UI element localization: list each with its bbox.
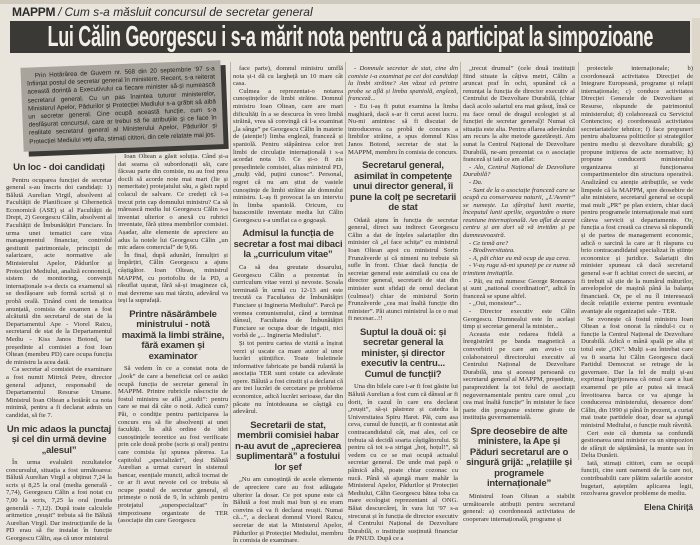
dialogue-line: - Ce temă are?: [469, 239, 509, 247]
page-edge: [692, 18, 700, 465]
dialogue-line: - Păi, eu mă numesc George Romanca și sunt „national coordination”, adică în franceză se spune altfel.: [463, 277, 575, 300]
dialogue-line: - Da.: [469, 178, 483, 186]
dialogue-line: - Director executiv este Călin Georgescu. Dumnealui este în același timp și secretar general la minister...: [463, 308, 575, 331]
paragraph: Ioan Oltean a găsit soluția. Când și-a dat seama că subordonații săi, care făceau parte din comisie, nu au fost prea docili să acorde note mai mari (lie și nemeritate) protejatului său, a găsit rapid colacul de salvare. Ce credeți că i-a trecut prin cap domnului ministru? Ca să mărească media lui Georgescu Călin s-a inventat ulterior o anexă cu rubrici inventate, fără știrea membrilor comisiei. Așadar, alte elemente de apreciere au adus la notele lui Georgescu Călin „un mic adaos comercial” de 9,66.: [118, 153, 228, 252]
author-signature: Elena Chiriță: [644, 502, 693, 512]
interview-question: [348, 65, 458, 103]
paragraph: - Eu i-aș fi putut examina la limba maghiară, dacă s-ar fi cerut acest lucru. Nu-mi amintesc să fi discutat de introducerea ca probă de concurs a limbilor străine, a spus domnul Kiss Janos Botond, secretar de stat la MAPPM, membru în comisia de concurs.: [348, 102, 458, 156]
subheading: Secretarii de stat, membrii comisiei habar n-au avut de „aprecierea suplimentară” a fostului lor șef: [234, 419, 342, 473]
paragraph: În urma evaluării rezultatelor concursului, situația a fost următoarea: Bălută Aurelian Virgil a obținut 7,24 la scris și 8,25 la oral (media generală - 7,74), Georgescu Călin a fost notat cu 7,00 la scris, 7,25 la oral (media generală - 7,12). După toate calculele aritmetice „reușit” trebuia să fie Bălută Aurelian Virgil. Dar instrucțiunile de la PD erau să fie instalat în funcție Georgescu Călin, așa că unor ministrul: [6, 459, 112, 542]
brand-label: MAPPM: [12, 5, 56, 19]
page-title: Lui Călin Georgescu i s-a mărit nota pentru că a participat la simpozioane: [47, 21, 653, 53]
kicker-separator: /: [58, 5, 62, 19]
paragraph: Una din bilele care i-ar fi fost găsite lui Bălută Aurelian a fost cum că dânsul ar fi dorit, în cazul în care era declarat „reușit”, să-și păstreze și catedra la Universitatea Spiru Haret. Păi, cum asa ceva, cumul de funcții, ar fi contestat atât contracandidatul cât, mai ales, cel ce trebuia să decidă soarta câștigătorului. Și pentru că tot s-a strigat „hoț, hoțul!”, să vedem cu ce se mai ocupă actualul secretar general. De unde mai papă o pâinică albă, poate chiar cozonac cu nucă. Până să ajungă mare mahăr la Ministerul Apelor, Pădurilor și Protecției Mediului, Călin Georgescu bătea toba ca mare ecologist reprezentant al ONG. Băiat descurcăreț, în vara lui '97 s-a strecurat și în funcția de director executiv al Centrului Național de Dezvoltare Durabilă, o instituție susținută financiar de PNUD. După ce a: [348, 383, 458, 543]
column-divider: [460, 62, 461, 460]
section-kicker: [12, 5, 313, 19]
paragraph: Culmea a reprezentat-o notarea cunoștințelor de limbi străine. Domnul ministru Ioan Oltean, care are mari dificultăți în a se descurca în vreo limbă străină, vrea să convingă că l-a examinat „la sânge” pe Georgescu Călin în materie de (atenție!) limba engleză, franceză și spaniolă. Pentru stăpânirea celor trei limbi de circulație internațională i s-a acordat nota 10. Ce și-o fi zis președintele comisiei, alias ministrul PD, „mulți văd, puțini cunosc”. Personal, regret că nu am știut de vastele cunoștințe de limbi străine ale domnului ministru. L-aș fi provocat la un interviu în limba spaniolă. Oricum, cu bazaconiile inventate media lui Călin Georgescu s-a umflat ca o gogoașă.: [233, 87, 343, 224]
paragraph: Odată ajuns în funcția de secretar general, direct sau indirect Georgescu Călin a dat de înțeles salariaților din minister că „el face schița” cu ministrul Ioan Oltean apoi cu ministrul Sorin Frunzăverde și că nimeni nu trebuie să sufle în front. Chiar dacă funcția de secretar general este asimilată cu cea de director general, secretarii de stat din minister sunt sfidați de omul declarat (culmea!) chiar de ministrul Sorin Frunzăverde „cea mai înaltă funcție din minister”. Păi atunci ministrul la ce o mai fi necesar...!!: [348, 216, 458, 323]
paragraph: face parte), domnul ministru umflă nota și-i dă cu largheță un 10 mare cât casa.: [233, 65, 343, 88]
subheading: Un loc - doi candidați: [13, 162, 105, 173]
paragraph: În final, după adunări, înmulțiri și împărțiri, Călin Georgescu a ajuns câștigător. Ioan Oltean, ministrul MAPPM, cu portofoliu de la PD, a răsuflat ușurat, fără să-și imagineze că, mai devreme sau mai târziu, adevărul va ieși la suprafață.: [118, 251, 228, 305]
dialogue-block: [463, 164, 575, 278]
subheading: Secretarul general, asimilat în competențe unui director general, îi pune la colț pe secretarii de stat: [349, 160, 457, 214]
column-divider: [345, 62, 346, 460]
subheading: Admisul la funcția de secretar a fost mai dibaci la „curriculum vitae”: [233, 228, 343, 261]
lead-box: [20, 60, 223, 152]
lead-paragraph: Prin Hotărârea de Guvern nr. 568 din 20 septembrie '97 s-a înființat postul de secretar general în ministere. Recent, s-a reiterat această dorință a Executivului ca fiecare minister să-și numească secretarul general. Cu un pas înaintea tuturor ministerelor, Ministerul Apelor, Pădurilor și Protecției Mediului s-a grăbit să aibă un secretar general. Cine ocupă această funcție, cum s-a desfășurat concursul, care ar trebui să fie atribuțiile și ce face în realitate secretarul general al Ministerului Apelor, Pădurilor și Protecției Mediului veți afla, stimați cititori, din cele relatate mai jos.: [26, 65, 217, 146]
paragraph: „Nu am cunoștință de acele elemente de apreciere care au fost adăugate ulterior la dosar. Ce pot spune este că Bălută a fost mult mai bun și eu eram convins că va fi declarat reușit. Numai că...”, a declarat domnul Viorel Raicu, secretar de stat la Ministerul Apelor, Pădurilor și Protecției Mediului, membru în comisia de examinare.: [233, 476, 343, 545]
paragraph: Ca secretar al comisiei de examinare a fost numit Mitrică Petre, director general adjunct, responsabil de Departamentul Resurse Umane. Ministrul Ioan Oltean a hotărât ca nota minimă, pentru a fi declarat admis un candidat, să fie 7.: [6, 366, 112, 419]
dialogue-line: - A, păi chiar eu mă ocup de așa ceva.: [469, 254, 571, 262]
dialogue-line: - V-aș ruga să-mi spuneți pe ce nume să trimitem invitațiile.: [463, 262, 575, 278]
subheading: Printre năsărâmbele ministrului - notă maximă la limbi străine, fără examen și examinator: [121, 308, 225, 362]
subheading: Spre deosebire de alte ministere, la Ape și Păduri secretarul are o singură grijă: „relațiile și programele internaționale”: [466, 425, 572, 490]
article-column-6: [581, 65, 693, 511]
dialogue-line: - Alo, Centrul Național de Dezvoltare Durabilă?: [463, 163, 575, 179]
column-divider: [578, 62, 579, 460]
headline-bar: [10, 21, 690, 53]
article-column-4: [348, 65, 458, 543]
column-divider: [230, 62, 231, 460]
paragraph: Ca să dea greutate dosarului, Georgescu Călin a prezentat în curriculum vitae verzi și nevoste. Școala terminată în urmă cu 12-13 ani este trecută ca Facultatea de Îmbunătățiri Funciare și Ingineria Mediului”. Parcă pe vremea comunismului, când a terminat dânsul, Facultatea de Îmbunătățiri Funciare se ocupa doar de irigații, nici vorbă de „... Ingineria Mediului”.: [233, 263, 343, 340]
paragraph: Pentru ocuparea funcției de secretar general s-au înscris doi candidați: 1) Bălută Aurelian Virgil, absolvent al Facultății de Planificare și Cibernetică Economică (ASE) și al Facultății de Drept, 2) Georgescu Călin, absolvent al Facultății de Îmbunătățiri Funciare. În urma unei tematici care viza managementul financiar, controlul gestiunii patrimoniale, principii de salarizare, acte normative ale Ministerului Apelor, Pădurilor și Protecției Mediului, analiză economică, sistem de monitoring, convenții internaționale s-a decis ca examenul să se desfășoare sub formă scrisă și o probă orală. Ținând cont de tematica anunțată, comisia de examen a fost alcătuită din secretarul de stat de la Departamentul Ape - Viorel Raicu, secretarul de stat de la Departamentul Mediu - Kiss Janos Botond, iar președinte al comisiei a fost Ioan Oltean (membru PD) care ocupa funcția de ministru la acea dată.: [6, 176, 112, 366]
dialogue-line: - Sunt de la o asociație franceză care se ocupă cu conservarea naturii, „L'Avenir” se numește. La sfârșitul lunii martie, începutul lunii aprilie, organizăm o mare reuniune internațională. Am aflat de acest centru și am dori să vă invităm și pe dumneavoastră.: [463, 186, 575, 240]
paragraph: proiectele internaționale; b) coordonează activitatea Direcției de Integrare Europeană, programe și relații internaționale; c) conduce activitatea Direcției Generale de Dezvoltare și Resurse, răspunde de patrimoniul ministerului; d) colaborează cu Serviciul Contencios; e) coordonează activitatea secretariatelor tehnice; f) face propuneri pentru abalizarea politicilor și strategiilor pentru mediu și dezvoltare durabilă; g) propune inițierea de acte normative; h) propune conducerii ministerului organizarea și funcționarea compartimentelor din structura operativă. Analizând cu atenție atribuțiile, se vede limpede că la MAPPM, spre deosebire de alte ministere, secretarul general se ocupă mai mult „PR” pe plan extern, chiar dacă pentru programele internaționale mai sunt câteva servicii și departamente. Or, funcția a fost creată ca cineva să răspundă și de partea de management economic, adică o sarcină la care ar fi răspuns cu brio contracandidatul specializat în științe economice și juridice. Salariații din minister spuneau că dacă secretarul general s-ar fi achitat corect de sarcini, ar fi trebuit să știe de la numărul măturilor, anvelopelor de mașină până la balanța financiară. Or, pe el nu îl interesează decât relațiile externe pentru eventuale avantaje ale organizației sale - TER.: [581, 65, 693, 315]
subheading: Un mic adaos la punctaj și cel din urmă devine „alesul”: [6, 423, 112, 456]
column-divider: [115, 155, 116, 460]
paragraph: Să vedem în ce a constat nota de „look” de care a beneficiat cel ce astăzi ocupă funcția de secretar general în MAPPM. Printre rubricile născocite de fostul ministru se află „studii”: pentru care se mai dă câte o notă. Adică cum? Păi, o condiție pentru participarea la concurs era să fie absolvenți ai unei facultăți. În altă ordine de idei cunoștințele teoretice au fost verificate prin cele două probe (scris și oral) pentru care comisia își spunea părerea. La capitolul „specializări”, deși Bălută Aurelian a urmat cursuri în sistemul bancar, esențiale muncii, adică tocmai de ce ar fi avut nevoie cel ce trebuia să ocupe postul de secretar general, el primește o notă de 9, în schimb pentru protejatul „superspecializat” în simpozioane organizate de TER (asociație din care Georgescu: [118, 365, 228, 525]
article-column-2: [118, 153, 228, 525]
section-label: Cum s-a măsluit concursul de secretar general: [64, 5, 313, 19]
paragraph: Se zvonește că fostul ministru Ioan Oltean a fost onorat la rândul-i cu o funcție la Centrul Național de Dezvoltare Durabilă. Adică o mână spală pe alta și totul este „OK”. Mulți s-au întrebat care va fi soarta lui Călin Georgescu dacă Partidul Democrat se retrage de la guvernare. Dar la fel de mulți și-au exprimat îngrijorarea că omul care a luat examenul pe pile ar putea să treacă învoitoarea barca ce va ajunge la conducerea ministerului, deoarece dom' Călin, din 1990 și până în prezent, a curtat mai toate partidele doar, doar sa ajungă ministrul Mediului, o funcție mult râvnită.: [581, 315, 693, 429]
top-rule: [0, 0, 700, 4]
paragraph: Aceasta este redarea fidelă a înregistrării pe banda magnetică a convorbirii pe care am avut-o cu colaboratorul directorului executiv al Centrului Național de Dezvoltare Durabilă, una și aceeași persoană cu secretarul general al MAPPM, președinte, paraprezident la tot felul de asociații neguvernamentale pentru care omul „cu cea mai înaltă funcție” în minister le face parte din programe externe girate de instituția guvernamentală.: [463, 330, 575, 422]
dialogue-line: - Biodiversitatea.: [469, 247, 515, 255]
paragraph: Și tot pentru cartea de vizită a înșirat verzi și uscate ca mare autor al unor lucrări științifice. Toate buletinele informative fabricate pe bandă rulantă la asociația TER sunt cotate ca adevărate opere. Bălută a fost cinstit și a declarat că are trei lucrări de cercetare pe probleme economice, adică lucrări serioase, dar din păcate nu întotdeauna se câștigă cu adevărul.: [233, 339, 343, 416]
paragraph: Cert este că dumnia sa confundă gestionarea unui minister cu un simpozion de sfârșit de săptămână, la munte sau în Delta Dunării.: [581, 429, 693, 460]
article-column-3: [233, 65, 343, 545]
paragraph: Iată, stimați cititori, cum se ocupă funcții, cine sunt oamenii de la care noi, contribuabilii care plătim salariile acestor bugetari, așteptăm aplicarea legii, rezolvarea gravelor probleme de mediu.: [581, 459, 693, 498]
article-column-5: [463, 65, 575, 523]
paragraph: Ministrul Ioan Oltean a stabilit următoarele atribuții pentru secretarul general: a) coordonează activitatea de cooperare internațională, programe și: [463, 492, 575, 523]
paragraph: „trecut drumul” (cele două instituții fiind situate la câțiva metri, Călin a aruncat praf în ochi, spunând că a renunțat la funcția de director executiv al Centrului de Dezvoltare Durabilă, (chiar dacă acolo salariul era mai grăsuț, însă ce nu face omul de dragul ecologiei și al funcției de secretar general)! Numai că situația este alta. Pentru aflarea adevărului am recurs la alte metode gazetărești. Am sunat la Centrul Național de Dezvoltare Durabilă, ne-am prezentat ca o asociație franceză și iată ce am aflat:: [463, 65, 575, 164]
subheading: Suptul la două oi: și secretar general la minister, și director executiv la centru... Cumul de funcții?: [359, 326, 447, 380]
dialogue-line: - „Oui, monsieur”...: [469, 300, 522, 308]
paragraph: - Domnule secretar de stat, cine din comisie i-a examinat pe cei doi candidați la limbi străine? Am văzut că printre probe se află și limba spaniolă, engleză, franceză...: [348, 65, 458, 103]
article-column-1: [6, 158, 112, 543]
